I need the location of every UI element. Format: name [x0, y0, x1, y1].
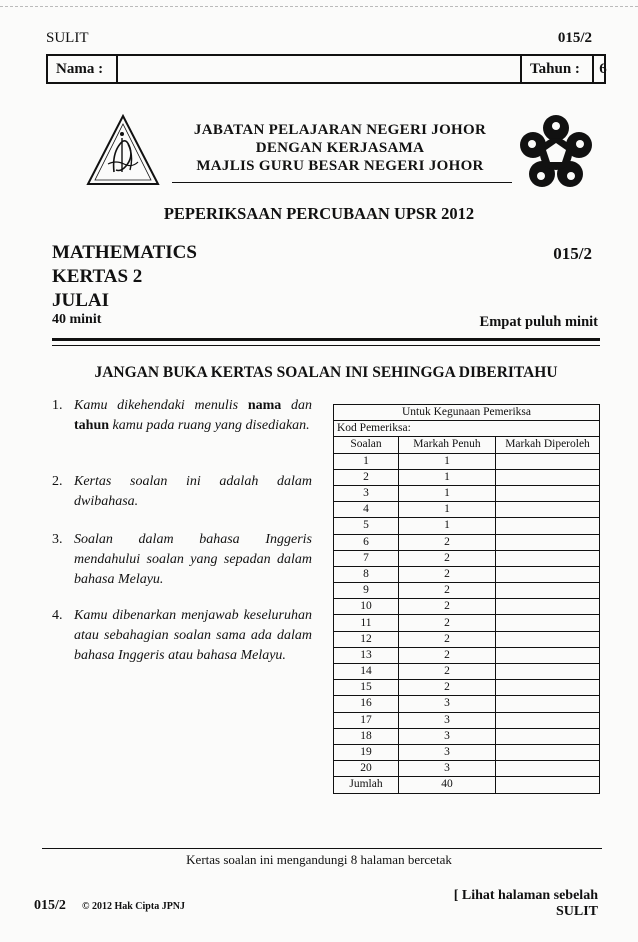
classification-label: SULIT: [46, 30, 89, 46]
marks-obtained-cell[interactable]: [496, 485, 600, 501]
footer-rule: [42, 848, 602, 849]
instruction-number: 2.: [52, 474, 63, 489]
table-row: [334, 599, 600, 615]
full-marks-cell: 1: [399, 485, 496, 501]
question-number-cell: 3: [334, 485, 399, 501]
table-row: [334, 664, 600, 680]
full-marks-cell: 2: [399, 680, 496, 696]
footer-paper-code: 015/2: [34, 898, 66, 913]
instruction-text: Kamu dibenarkan menjawab keseluruhan atau sebahagian soalan sama ada dalam bahasa Inggeris atau bahasa Melayu.: [74, 608, 312, 663]
footer-copyright: © 2012 Hak Cipta JPNJ: [82, 901, 186, 912]
table-row: [334, 550, 600, 566]
marks-obtained-cell[interactable]: [496, 518, 600, 534]
table-row: [334, 744, 600, 760]
table-row: [334, 583, 600, 599]
see-next-page-note: [ Lihat halaman sebelah: [453, 888, 598, 903]
full-marks-cell: 2: [399, 615, 496, 631]
marks-obtained-cell[interactable]: [496, 647, 600, 663]
full-marks-cell: 3: [399, 712, 496, 728]
instruction-1: [52, 396, 312, 436]
subject-name: MATHEMATICS: [52, 242, 197, 263]
marks-obtained-cell[interactable]: [496, 469, 600, 485]
question-number-cell: 2: [334, 469, 399, 485]
column-header-question: Soalan: [334, 437, 399, 453]
table-row: [334, 761, 600, 777]
question-number-cell: 16: [334, 696, 399, 712]
subject-month: JULAI: [52, 290, 110, 311]
table-row: [334, 615, 600, 631]
marks-obtained-cell[interactable]: [496, 453, 600, 469]
question-number-cell: 1: [334, 453, 399, 469]
marks-obtained-cell[interactable]: [496, 744, 600, 760]
instruction-number: 3.: [52, 532, 63, 547]
title-rule-thin: [52, 345, 600, 346]
table-row: [334, 712, 600, 728]
full-marks-cell: 1: [399, 502, 496, 518]
full-marks-cell: 1: [399, 518, 496, 534]
marks-obtained-cell[interactable]: [496, 615, 600, 631]
question-number-cell: 9: [334, 583, 399, 599]
marks-obtained-cell[interactable]: [496, 664, 600, 680]
instruction-bold-year: tahun: [74, 418, 110, 433]
table-row: [334, 534, 600, 550]
column-header-full-marks: Markah Penuh: [399, 437, 496, 453]
letterhead-rule: [172, 182, 512, 183]
table-row: [334, 518, 600, 534]
instruction-bold-name: nama: [247, 398, 282, 413]
table-title-row: [334, 405, 600, 421]
examiner-code-label: Kod Pemeriksa:: [334, 421, 600, 437]
total-row: [334, 777, 600, 793]
full-marks-cell: 3: [399, 696, 496, 712]
marks-obtained-cell[interactable]: [496, 631, 600, 647]
do-not-open-warning: JANGAN BUKA KERTAS SOALAN INI SEHINGGA DIBERITAHU: [94, 364, 558, 381]
duration-words: Empat puluh minit: [479, 314, 598, 330]
exam-title: PEPERIKSAAN PERCUBAAN UPSR 2012: [163, 204, 475, 223]
question-number-cell: 13: [334, 647, 399, 663]
full-marks-cell: 1: [399, 469, 496, 485]
year-label: Tahun :: [520, 56, 594, 82]
table-row: [334, 469, 600, 485]
full-marks-cell: 2: [399, 599, 496, 615]
marks-obtained-cell[interactable]: [496, 566, 600, 582]
column-header-marks-obtained: Markah Diperoleh: [496, 437, 600, 453]
letterhead-line-1: JABATAN PELAJARAN NEGERI JOHOR: [193, 122, 487, 138]
question-number-cell: 11: [334, 615, 399, 631]
examiner-marks-table: [333, 404, 600, 794]
marks-obtained-cell[interactable]: [496, 599, 600, 615]
page-top-dashed-edge: [0, 6, 638, 7]
question-number-cell: 20: [334, 761, 399, 777]
instruction-text: Kamu dikehendaki menulis: [74, 398, 248, 413]
question-number-cell: 10: [334, 599, 399, 615]
instruction-3: [52, 530, 312, 590]
table-row: [334, 566, 600, 582]
marks-obtained-cell[interactable]: [496, 761, 600, 777]
subject-paper: KERTAS 2: [52, 266, 143, 287]
total-marks-obtained-cell[interactable]: [496, 777, 600, 793]
duration: 40 minit: [52, 312, 102, 327]
table-row: [334, 696, 600, 712]
question-number-cell: 12: [334, 631, 399, 647]
question-number-cell: 17: [334, 712, 399, 728]
full-marks-cell: 2: [399, 534, 496, 550]
title-rule-thick: [52, 338, 600, 341]
table-row: [334, 485, 600, 501]
instruction-text: Soalan dalam bahasa Inggeris mendahului soalan yang sepadan dalam bahasa Melayu.: [74, 532, 312, 587]
question-number-cell: 14: [334, 664, 399, 680]
marks-obtained-cell[interactable]: [496, 728, 600, 744]
table-row: [334, 631, 600, 647]
instruction-text: Kertas soalan ini adalah dalam dwibahasa.: [74, 474, 312, 509]
question-number-cell: 18: [334, 728, 399, 744]
table-title: Untuk Kegunaan Pemeriksa: [334, 405, 600, 421]
examiner-code-row: [334, 421, 600, 437]
question-number-cell: 6: [334, 534, 399, 550]
total-full-marks: 40: [399, 777, 496, 793]
table-header-row: [334, 437, 600, 453]
name-label: Nama :: [48, 56, 118, 82]
instruction-2: [52, 472, 312, 512]
paper-code-top: 015/2: [557, 30, 592, 46]
full-marks-cell: 2: [399, 631, 496, 647]
instruction-number: 1.: [52, 398, 63, 413]
marks-obtained-cell[interactable]: [496, 696, 600, 712]
year-value: 6: [599, 61, 607, 77]
johor-education-crest-icon: [86, 114, 160, 188]
table-row: [334, 647, 600, 663]
full-marks-cell: 2: [399, 550, 496, 566]
full-marks-cell: 3: [399, 744, 496, 760]
letterhead-line-3: MAJLIS GURU BESAR NEGERI JOHOR: [196, 158, 484, 174]
letterhead-line-2: DENGAN KERJASAMA: [255, 140, 425, 156]
table-row: [334, 728, 600, 744]
table-row: [334, 453, 600, 469]
instruction-text: dan: [281, 398, 313, 413]
marks-obtained-cell[interactable]: [496, 534, 600, 550]
marks-obtained-cell[interactable]: [496, 583, 600, 599]
question-number-cell: 4: [334, 502, 399, 518]
table-row: [334, 502, 600, 518]
question-number-cell: 7: [334, 550, 399, 566]
full-marks-cell: 2: [399, 566, 496, 582]
council-flower-logo-icon: [520, 114, 592, 192]
full-marks-cell: 3: [399, 728, 496, 744]
name-year-box: [46, 54, 606, 84]
full-marks-cell: 2: [399, 583, 496, 599]
instruction-text: kamu pada ruang yang disediakan.: [109, 418, 310, 433]
page-count-note: Kertas soalan ini mengandungi 8 halaman bercetak: [186, 852, 452, 867]
subject-code: 015/2: [553, 244, 592, 263]
question-number-cell: 5: [334, 518, 399, 534]
table-row: [334, 680, 600, 696]
full-marks-cell: 2: [399, 664, 496, 680]
full-marks-cell: 3: [399, 761, 496, 777]
instruction-number: 4.: [52, 608, 63, 623]
full-marks-cell: 1: [399, 453, 496, 469]
marks-obtained-cell[interactable]: [496, 550, 600, 566]
footer-classification: SULIT: [555, 904, 598, 919]
question-number-cell: 19: [334, 744, 399, 760]
instruction-4: [52, 606, 312, 666]
question-number-cell: 8: [334, 566, 399, 582]
marks-obtained-cell[interactable]: [496, 712, 600, 728]
marks-obtained-cell[interactable]: [496, 502, 600, 518]
full-marks-cell: 2: [399, 647, 496, 663]
total-label: Jumlah: [334, 777, 399, 793]
marks-obtained-cell[interactable]: [496, 680, 600, 696]
question-number-cell: 15: [334, 680, 399, 696]
